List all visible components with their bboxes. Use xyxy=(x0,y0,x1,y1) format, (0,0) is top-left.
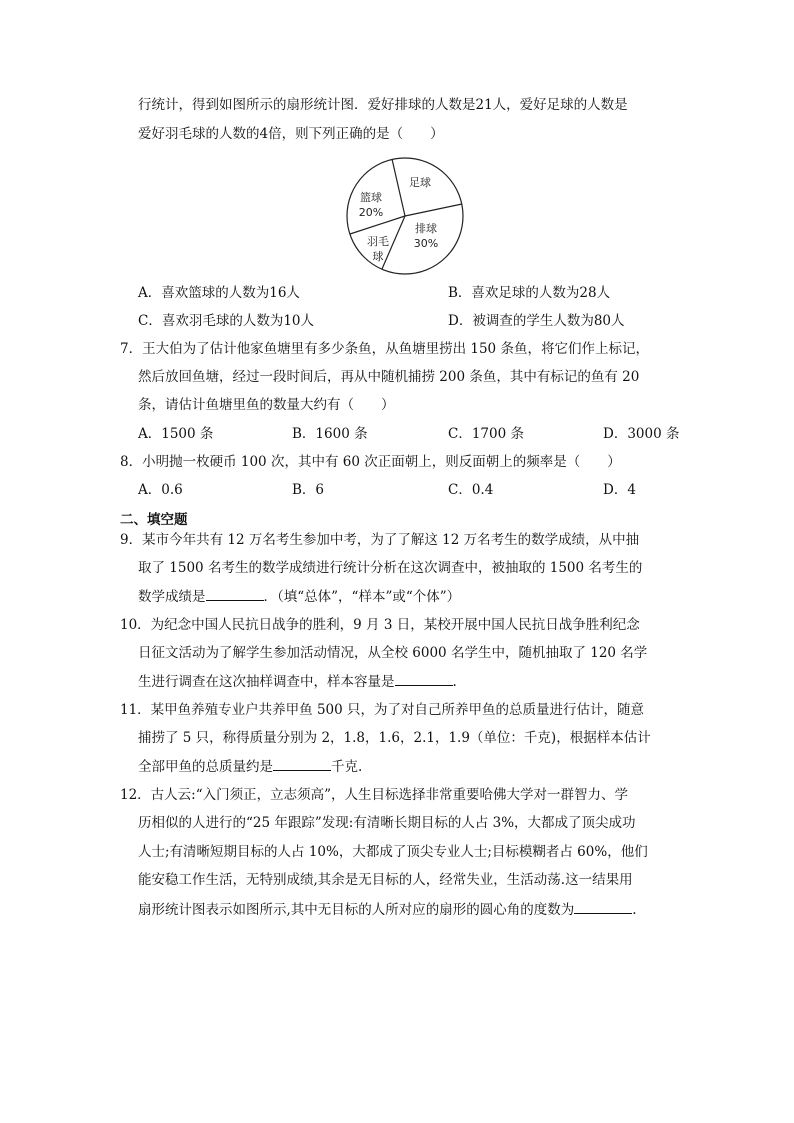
q9-line-3-prefix: 数学成绩是 xyxy=(138,589,206,605)
slice-value-basketball: 20% xyxy=(358,206,384,219)
q10-line-1: 10．为纪念中国人民抗日战争的胜利，9 月 3 日，某校开展中国人民抗日战争胜利纪念 xyxy=(120,617,640,633)
q9-line-3 xyxy=(138,586,460,607)
q12-line-4: 能安稳工作生活，无特别成绩,其余是无目标的人，经常失业，生活动荡.这一结果用 xyxy=(138,872,633,888)
q7-option-d: D．3000 条 xyxy=(603,426,680,442)
q7-option-c: C．1700 条 xyxy=(448,426,524,442)
q7-line-3: 条，请估计鱼塘里鱼的数量大约有（ ） xyxy=(138,397,395,413)
q11-line-3-prefix: 全部甲鱼的总质量约是 xyxy=(138,759,273,775)
q11-line-1: 11．某甲鱼养殖专业户共养甲鱼 500 只，为了对自己所养甲鱼的总质量进行估计，随意 xyxy=(120,702,645,718)
slice-value-volleyball: 30% xyxy=(413,237,439,250)
q11-answer-blank[interactable] xyxy=(273,756,331,771)
q12-line-5 xyxy=(138,899,637,920)
q6-option-c: C．喜欢羽毛球的人数为10人 xyxy=(138,313,315,329)
slice-label-badminton-1: 羽毛 xyxy=(367,235,389,248)
q6-option-d: D．被调查的学生人数为80人 xyxy=(448,313,625,329)
q6-line-2: 爱好羽毛球的人数的4倍，则下列正确的是（ ） xyxy=(138,126,444,142)
q10-line-2: 日征文活动为了解学生参加活动情况，从全校 6000 名学生中，随机抽取了 120 名学 xyxy=(138,645,648,661)
q8-line-1: 8．小明抛一枚硬币 100 次，其中有 60 次正面朝上，则反面朝上的频率是（ ） xyxy=(120,454,621,470)
q9-line-3-suffix: ．（填“总体”，“样本”或“个体”） xyxy=(263,589,461,605)
pie-chart xyxy=(340,156,470,276)
slice-label-basketball: 篮球 xyxy=(360,191,382,204)
q12-line-2: 历相似的人进行的“25 年跟踪”发现:有清晰长期目标的人占 3%，大都成了顶尖成功 xyxy=(138,815,636,831)
slice-label-football: 足球 xyxy=(409,176,431,189)
q8-option-b: B．6 xyxy=(292,482,325,498)
slice-label-badminton-2: 球 xyxy=(372,250,384,263)
q12-line-1: 12．古人云:“入门须正，立志须高”，人生目标选择非常重要哈佛大学对一群智力、学 xyxy=(120,787,629,803)
q8-option-d: D．4 xyxy=(603,482,636,498)
q10-line-3 xyxy=(138,671,457,692)
q12-answer-blank[interactable] xyxy=(574,899,632,914)
q6-option-a: A．喜欢篮球的人数为16人 xyxy=(138,285,300,301)
section-heading-fill-in: 二、填空题 xyxy=(120,512,188,528)
q8-option-c: C．0.4 xyxy=(448,482,494,498)
q7-line-2: 然后放回鱼塘，经过一段时间后，再从中随机捕捞 200 条鱼，其中有标记的鱼有 20 xyxy=(138,369,640,385)
q12-line-3: 人士;有清晰短期目标的人占 10%，大都成了顶尖专业人士;目标模糊者占 60%，他们 xyxy=(138,844,648,860)
q9-line-1: 9．某市今年共有 12 万名考生参加中考，为了了解这 12 万名考生的数学成绩，从中抽 xyxy=(120,532,640,548)
q10-answer-blank[interactable] xyxy=(395,671,453,686)
q6-line-1: 行统计，得到如图所示的扇形统计图．爱好排球的人数是21人，爱好足球的人数是 xyxy=(138,97,628,113)
q9-line-2: 取了 1500 名考生的数学成绩进行统计分析在这次调查中，被抽取的 1500 名考生的 xyxy=(138,560,643,576)
slice-label-volleyball: 排球 xyxy=(415,222,437,235)
q11-line-2: 捕捞了 5 只，称得质量分别为 2，1.8，1.6，2.1，1.9（单位：千克)，根据样本估计 xyxy=(138,730,651,746)
q10-line-3-suffix: . xyxy=(452,674,457,690)
q11-line-3 xyxy=(138,756,362,777)
q12-line-5-prefix: 扇形统计图表示如图所示,其中无目标的人所对应的扇形的圆心角的度数为 xyxy=(138,902,575,918)
q11-line-3-suffix: 千克. xyxy=(331,759,363,775)
q6-option-b: B．喜欢足球的人数为28人 xyxy=(448,285,611,301)
q10-line-3-prefix: 生进行调查在这次抽样调查中，样本容量是 xyxy=(138,674,395,690)
q8-option-a: A．0.6 xyxy=(138,482,183,498)
q9-answer-blank[interactable] xyxy=(206,586,264,601)
q7-option-a: A．1500 条 xyxy=(138,426,214,442)
q7-option-b: B．1600 条 xyxy=(292,426,368,442)
q12-line-5-suffix: . xyxy=(632,902,637,918)
q7-line-1: 7．王大伯为了估计他家鱼塘里有多少条鱼，从鱼塘里捞出 150 条鱼，将它们作上标记， xyxy=(120,341,649,357)
